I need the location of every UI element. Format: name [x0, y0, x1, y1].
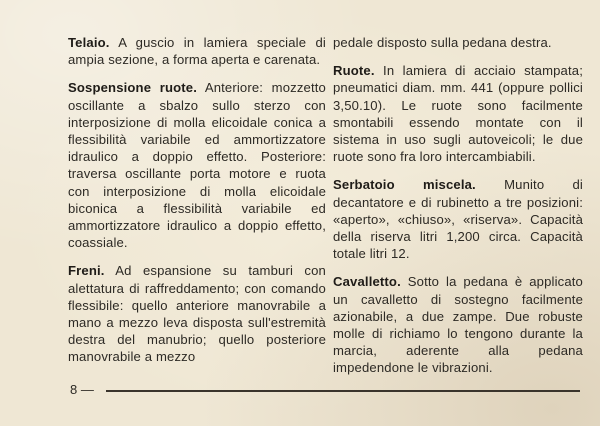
- section-sospensione-ruote: [68, 79, 326, 251]
- section-heading-serbatoio-miscela: Serbatoio miscela.: [333, 177, 476, 193]
- section-telaio: [68, 34, 326, 68]
- section-serbatoio-miscela: [333, 176, 583, 262]
- right-column: [333, 34, 583, 388]
- page-number: 8 —: [70, 382, 94, 397]
- section-text-sospensione-ruote: Anteriore: mozzetto oscillante a sbalzo sullo sterzo con interposizione di molla elicoidale conica a flessibilità variabile ed ammortizzatore idraulico a doppio effetto. Posteriore: traversa oscillante porta motore e ruota con interposizione di molla elicoidale biconica a flessibilità variabile ed ammortizzatore idraulico a doppio effetto, coassiale.: [68, 80, 326, 251]
- section-text-telaio: A guscio in lamiera speciale di ampia sezione, a forma aperta e carenata.: [68, 35, 326, 68]
- section-text-cavalletto: Sotto la pedana è applicato un cavalletto di sostegno facilmente azionabile, a due zampe. Due robuste molle di richiamo lo tengono durante la marcia, aderente alla pedana impedendone le vibrazioni.: [333, 274, 583, 376]
- section-heading-freni: Freni.: [68, 263, 105, 279]
- section-ruote: [333, 62, 583, 165]
- section-text-freni-continuation: pedale disposto sulla pedana destra.: [333, 35, 552, 50]
- section-heading-sospensione-ruote: Sospensione ruote.: [68, 80, 197, 96]
- section-text-serbatoio-miscela: Munito di decantatore e di rubinetto a tre posizioni: «aperto», «chiuso», «riserva». Capacità della riserva litri 1,200 circa. Capacità totale litri 12.: [333, 177, 583, 262]
- footer-rule: [106, 390, 580, 392]
- section-text-ruote: In lamiera di acciaio stampata; pneumatici diam. mm. 441 (oppure pollici 3,50.10). Le ruote sono facilmente smontabili essendo montate con il sistema in uso sugli autoveicoli; le due ruote sono fra loro intercambiabili.: [333, 63, 583, 165]
- section-heading-cavalletto: Cavalletto.: [333, 274, 401, 290]
- left-column: [68, 34, 326, 377]
- section-text-freni: Ad espansione su tamburi con alettatura di raffreddamento; con comando flessibile: quello anteriore manovrabile a mano a mezzo leva disposta sull'estremità destra del manubrio; quello posteriore manovrabile a mezzo: [68, 263, 326, 365]
- section-cavalletto: [333, 273, 583, 376]
- section-heading-ruote: Ruote.: [333, 63, 375, 79]
- section-heading-telaio: Telaio.: [68, 35, 110, 50]
- section-freni-continuation: [333, 34, 583, 51]
- section-freni: [68, 262, 326, 365]
